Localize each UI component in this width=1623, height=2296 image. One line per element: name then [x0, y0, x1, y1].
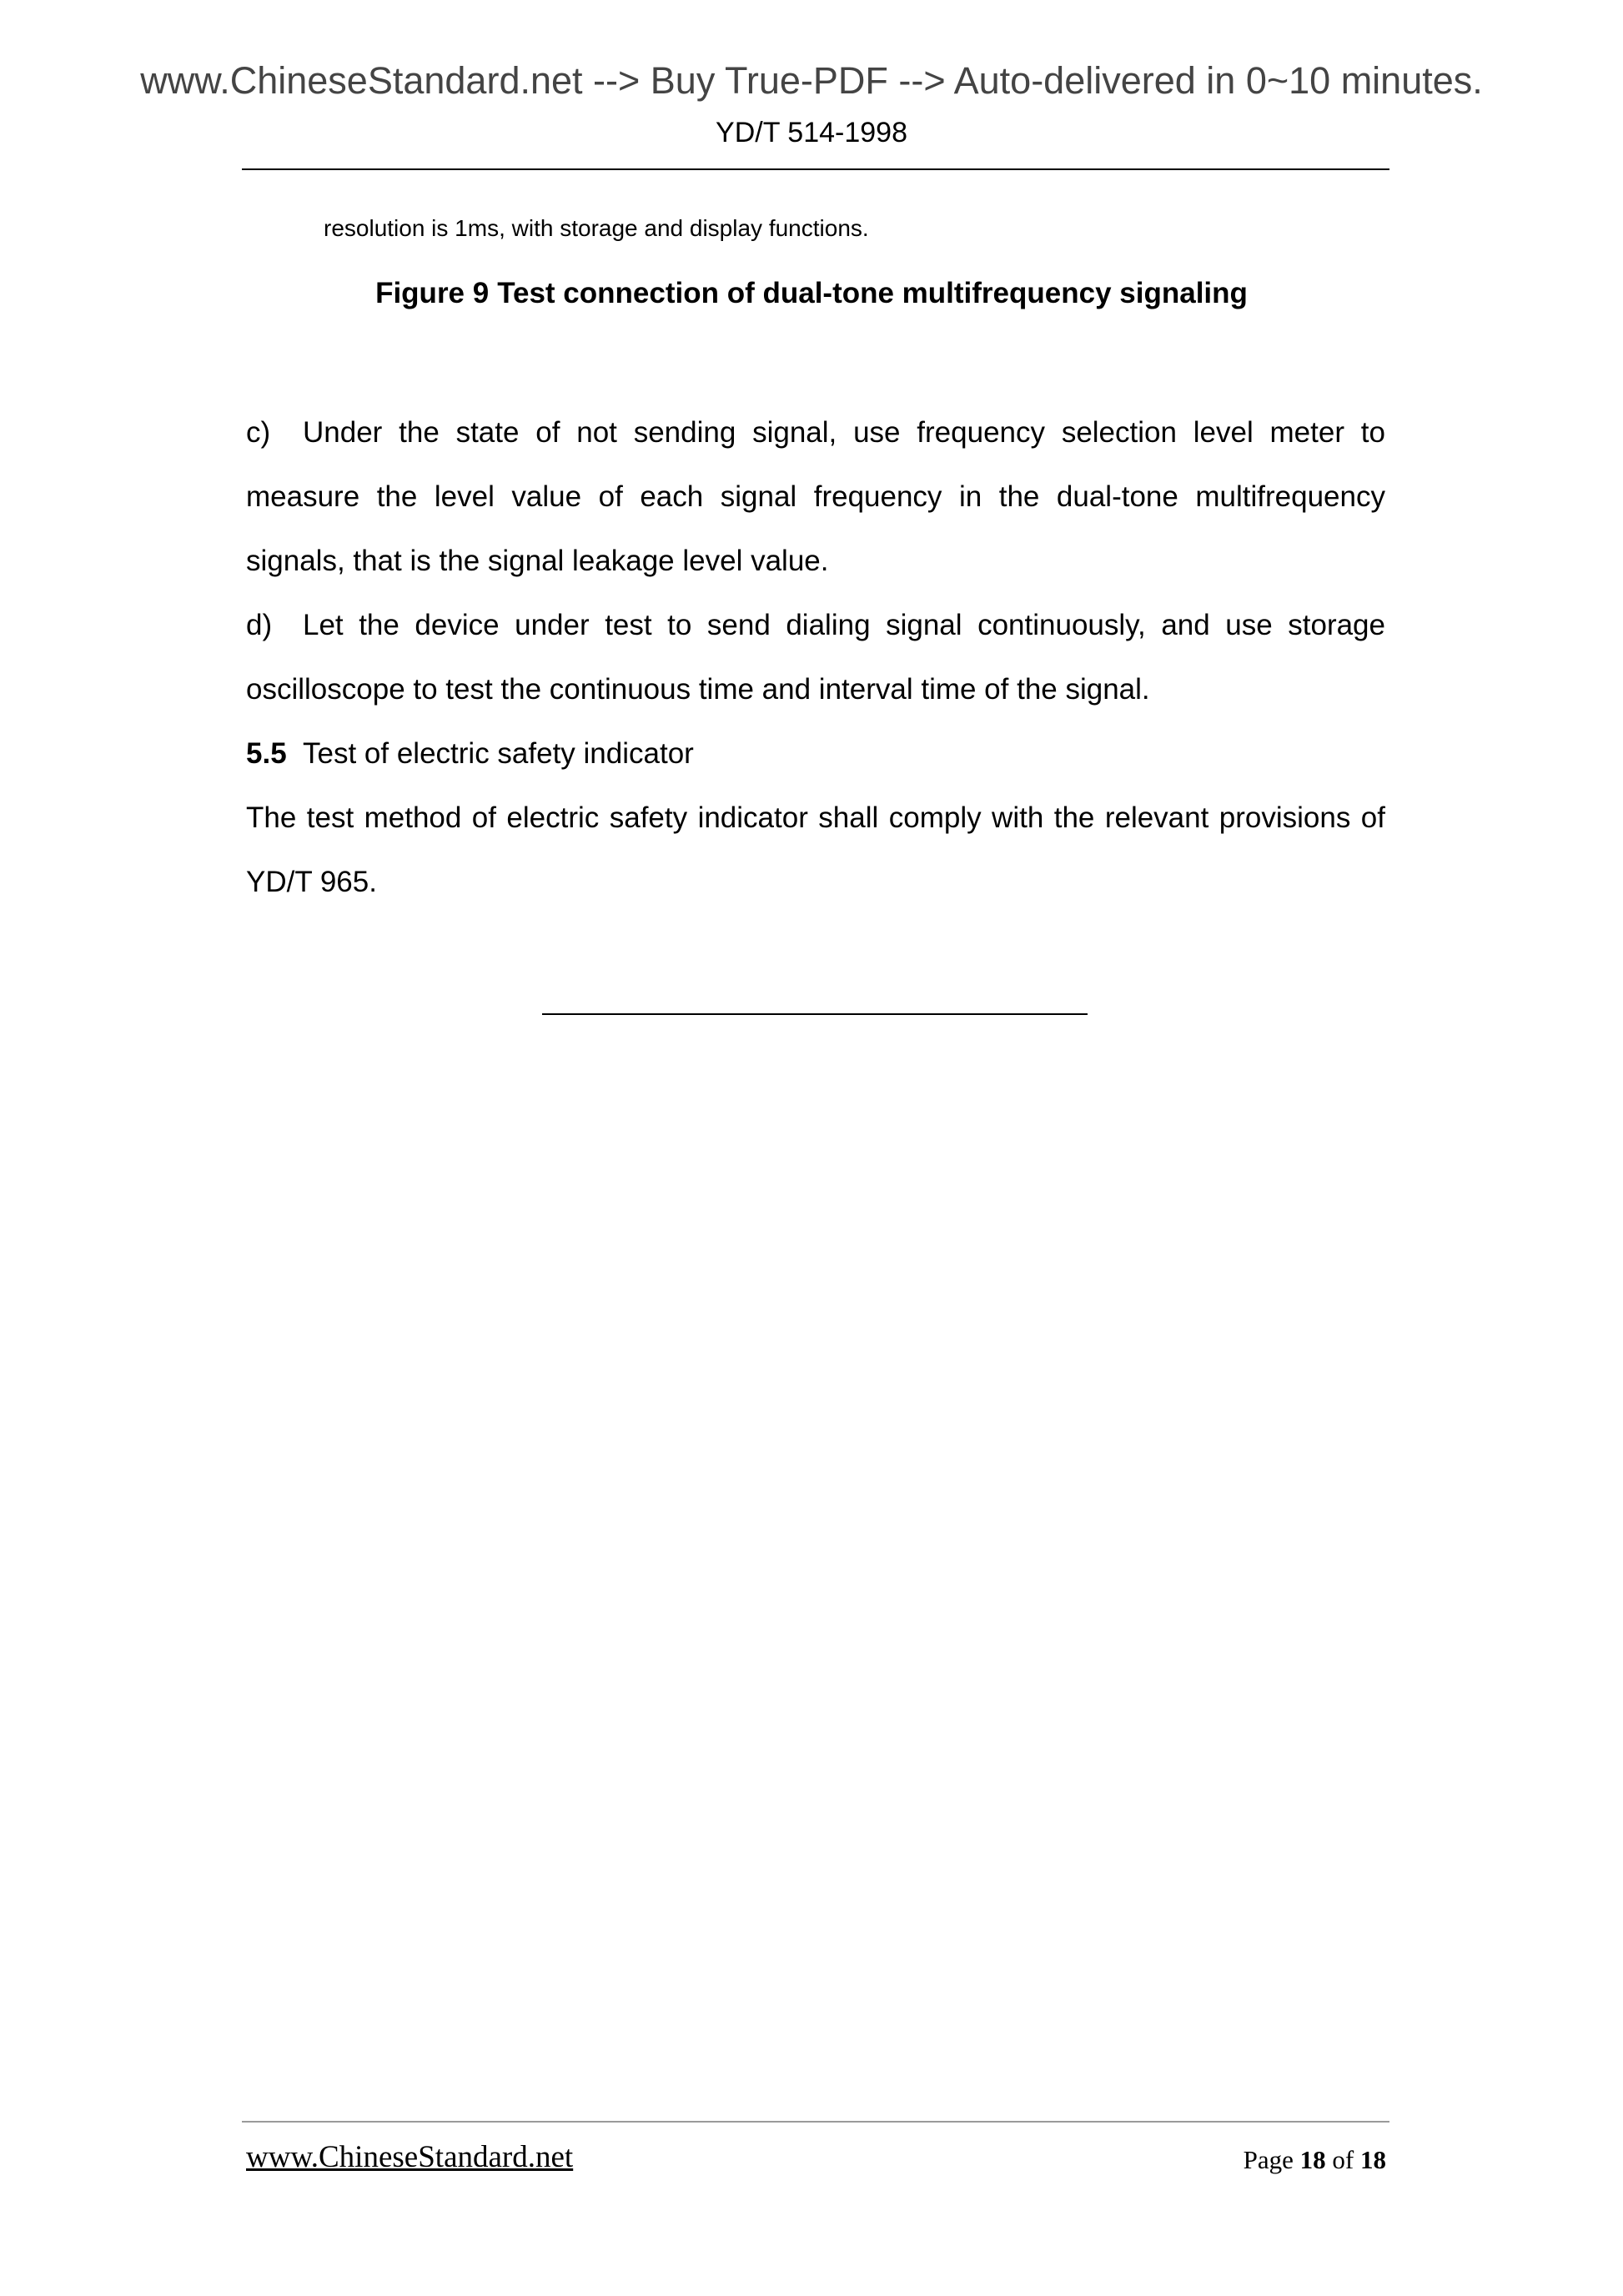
- list-item-label: d): [246, 609, 273, 641]
- page-number: [1244, 2147, 1386, 2173]
- section-number: 5.5: [246, 737, 287, 770]
- list-item-text: Under the state of not sending signal, use frequency selection level meter to measure the level value of each signal frequency in the dual-tone multifrequency signals, that is the signal leakage level value.: [246, 416, 1385, 577]
- page-word: Page: [1243, 2145, 1294, 2174]
- section-heading: [246, 721, 1385, 786]
- list-item-label: c): [246, 416, 271, 449]
- figure-note: resolution is 1ms, with storage and display functions.: [324, 215, 869, 241]
- list-item-text: Let the device under test to send dialing signal continuously, and use storage oscilloscope to test the continuous time and interval time of the signal.: [246, 609, 1385, 706]
- page-current: 18: [1299, 2145, 1326, 2174]
- figure-caption: [0, 279, 1623, 308]
- section-body: The test method of electric safety indicator shall comply with the relevant provisions of YD/T 965.: [246, 801, 1385, 898]
- page-of: of: [1332, 2145, 1354, 2174]
- section-title: Test of electric safety indicator: [303, 737, 694, 770]
- figure-title: Test connection of dual-tone multifrequency signaling: [497, 277, 1248, 309]
- list-item-c: [246, 400, 1385, 593]
- standard-code: YD/T 514-1998: [716, 117, 907, 148]
- end-rule: [542, 1013, 1088, 1015]
- footer-rule: [242, 2121, 1389, 2123]
- header-rule: [242, 168, 1389, 170]
- body-text: [246, 400, 1385, 914]
- header-banner: www.ChineseStandard.net --> Buy True-PDF --> Auto-delivered in 0~10 minutes.: [140, 59, 1483, 102]
- page-total: 18: [1360, 2145, 1386, 2174]
- figure-number: Figure 9: [375, 277, 490, 309]
- footer-link[interactable]: www.ChineseStandard.net: [246, 2140, 574, 2174]
- list-item-d: [246, 593, 1385, 721]
